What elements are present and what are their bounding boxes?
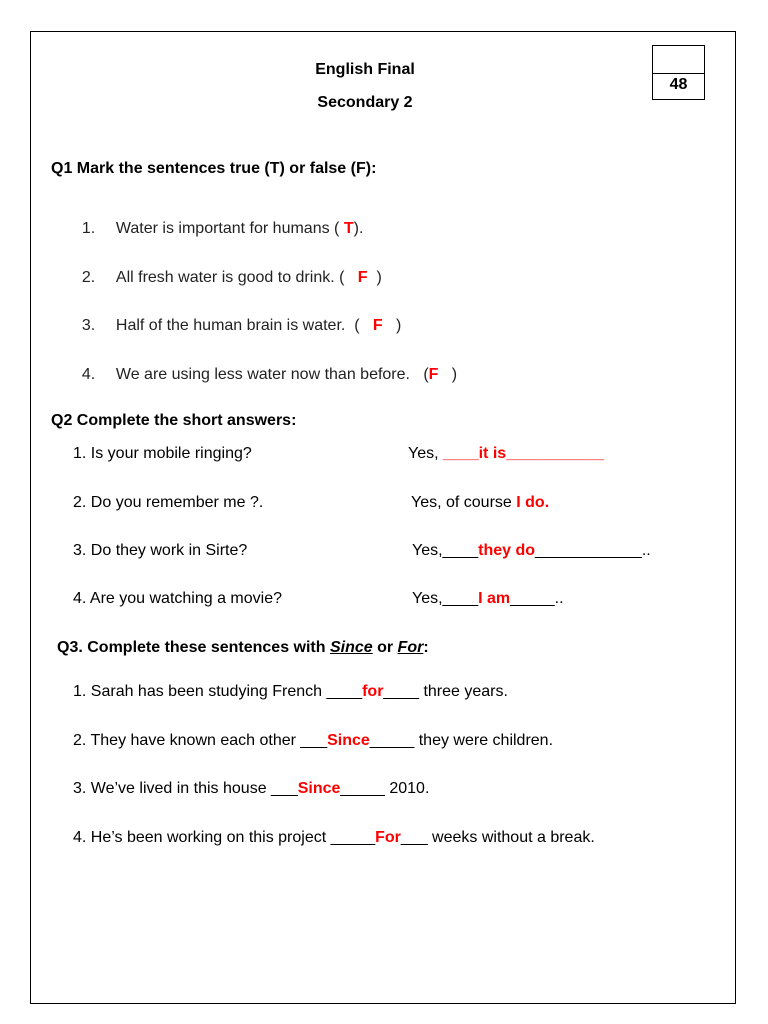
q1-item [73,296,401,336]
q3-item-text: 1. Sarah has been studying French ____ [73,683,363,700]
q3-heading-text: Q3. Complete these sentences with [57,639,330,656]
q1-item [73,199,363,239]
q1-item [73,248,382,288]
q3-item [73,828,595,848]
q1-item-answer: F [357,269,368,286]
q2-heading: Q2 Complete the short answers: [51,412,297,429]
q2-blank-before: ____ [442,542,479,559]
q1-item-text: We are using less water now than before. ( [115,366,429,383]
q3-item-answer: Since [327,732,370,749]
q2-question: 2. Do you remember me ?. [73,494,264,511]
q1-item-close: ) [376,269,382,286]
q1-heading: Q1 Mark the sentences true (T) or false (F): [51,160,377,177]
q2-answer-line [411,493,549,513]
score-value: 48 [669,76,688,93]
q3-item-answer: For [375,829,401,846]
q3-heading [57,638,429,658]
q1-item-number: 3. [81,317,96,334]
q2-answer-line [408,444,604,464]
q3-item [73,731,553,751]
q3-item-text: 4. He’s been working on this project _____ [73,829,376,846]
q1-item-number: 2. [81,269,96,286]
q3-item [73,779,429,799]
q3-item-rest: _____ they were children. [369,732,554,749]
q3-item-answer: for [362,683,384,700]
q2-blank-after: _____ [510,590,555,607]
q2-answer-end: .. [641,542,651,559]
q3-item-rest: ____ three years. [383,683,508,700]
q3-item-text: 3. We’ve lived in this house ___ [73,780,298,797]
q1-item [73,345,457,385]
q3-item [73,682,508,702]
q2-answer: it is [478,445,507,462]
q2-answer-prefix: Yes, [412,590,443,607]
q2-blank-after: ____________ [535,542,642,559]
q3-heading-since: Since [329,639,373,656]
q1-item-close: ) [451,366,458,383]
q2-answer: I do. [516,494,550,511]
q1-item-close: ). [353,220,364,237]
exam-title: English Final [315,61,415,78]
q3-item-rest: _____ 2010. [340,780,430,797]
q2-question: 4. Are you watching a movie? [73,590,283,607]
q2-answer-end: .. [554,590,564,607]
q2-blank-before: ____ [442,590,479,607]
q2-answer-prefix: Yes, [408,445,443,462]
q2-answer-prefix: Yes, [412,542,443,559]
q3-heading-for: For [397,639,424,656]
q1-item-text: Half of the human brain is water. ( [115,317,360,334]
q2-answer: they do [478,542,536,559]
q2-blank-after: ___________ [506,445,605,462]
q3-heading-or: or [372,639,398,656]
q1-item-text: All fresh water is good to drink. ( [115,269,345,286]
q2-answer: I am [478,590,511,607]
q3-item-text: 2. They have known each other ___ [73,732,328,749]
q1-item-number: 4. [81,366,96,383]
score-box [652,45,705,100]
q1-item-text: Water is important for humans ( [115,220,340,237]
q1-item-answer: F [428,366,439,383]
q3-item-rest: ___ weeks without a break. [400,829,595,846]
q2-answer-line [412,541,651,561]
q2-answer-line [412,589,564,609]
q3-item-answer: Since [297,780,341,797]
q2-question: 3. Do they work in Sirte? [73,542,248,559]
exam-subtitle: Secondary 2 [317,94,413,111]
q1-item-answer: T [343,220,354,237]
q2-question: 1. Is your mobile ringing? [73,445,252,462]
q1-item-close: ) [396,317,402,334]
q1-item-answer: F [372,317,383,334]
q2-blank-before: ____ [443,445,479,462]
q1-item-number: 1. [81,220,96,237]
q2-answer-prefix: Yes, of course [411,494,517,511]
q3-heading-colon: : [423,639,429,656]
